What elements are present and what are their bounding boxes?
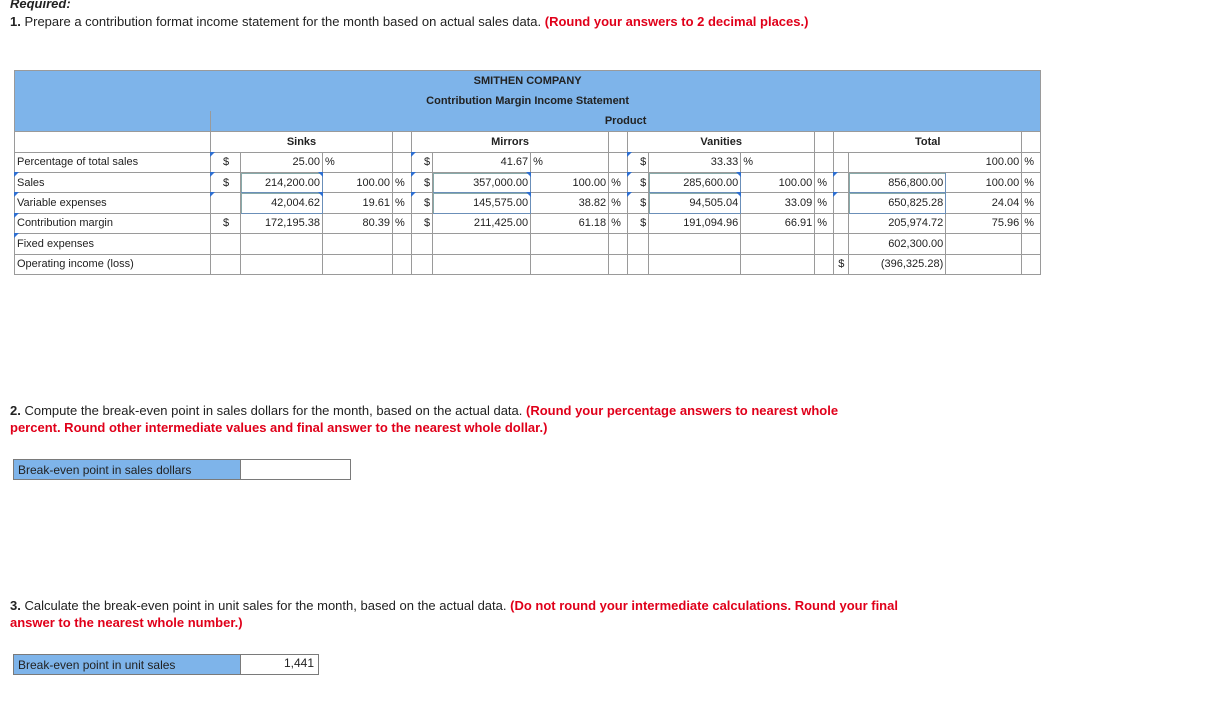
currency-sign bbox=[834, 152, 849, 172]
empty-cell bbox=[241, 254, 323, 274]
empty-cell bbox=[609, 254, 628, 274]
currency-sign: $ bbox=[628, 152, 649, 172]
required-heading: Required: bbox=[10, 0, 71, 11]
row-label[interactable]: Fixed expenses bbox=[15, 234, 211, 254]
currency-sign: $ bbox=[628, 213, 649, 233]
column-header-spacer bbox=[609, 132, 628, 152]
currency-sign: $ bbox=[834, 254, 849, 274]
currency-sign: $ bbox=[412, 152, 433, 172]
vanities-variable-pct-input[interactable]: 33.09 bbox=[741, 193, 815, 213]
empty-cell bbox=[946, 254, 1022, 274]
empty-cell bbox=[211, 234, 241, 254]
question-3-hint: (Do not round your intermediate calculations. Round your final answer to the nearest whole number.) bbox=[10, 598, 898, 630]
empty-cell bbox=[323, 234, 393, 254]
pct-sign: % bbox=[815, 213, 834, 233]
pct-sign: % bbox=[1022, 172, 1041, 192]
empty-cell bbox=[323, 254, 393, 274]
column-header-blank bbox=[15, 132, 211, 152]
total-operating-income-input[interactable]: (396,325.28) bbox=[849, 254, 946, 274]
question-1-hint: (Round your answers to 2 decimal places.) bbox=[544, 14, 809, 29]
row-label[interactable]: Sales bbox=[15, 172, 211, 192]
currency-sign: $ bbox=[211, 152, 241, 172]
currency-sign: $ bbox=[628, 172, 649, 192]
empty-cell bbox=[628, 234, 649, 254]
row-label: Operating income (loss) bbox=[15, 254, 211, 274]
total-fixed-expenses-input[interactable]: 602,300.00 bbox=[849, 234, 946, 254]
vanities-pct-of-sales-input[interactable]: 33.33 bbox=[649, 152, 741, 172]
empty-cell bbox=[628, 254, 649, 274]
total-contribution-margin-input[interactable]: 205,974.72 bbox=[849, 213, 946, 233]
empty-cell bbox=[531, 254, 609, 274]
currency-sign bbox=[211, 193, 241, 213]
vanities-variable-expenses-input[interactable]: 94,505.04 bbox=[649, 193, 741, 213]
row-label[interactable]: Contribution margin bbox=[15, 213, 211, 233]
row-label: Percentage of total sales bbox=[15, 152, 211, 172]
spacer-cell bbox=[393, 152, 412, 172]
mirrors-variable-pct-input[interactable]: 38.82 bbox=[531, 193, 609, 213]
currency-sign bbox=[834, 172, 849, 192]
currency-sign: $ bbox=[211, 213, 241, 233]
pct-sign: % bbox=[1022, 213, 1041, 233]
pct-sign: % bbox=[531, 152, 609, 172]
total-pct-of-sales-input[interactable]: 100.00 bbox=[849, 152, 1022, 172]
vanities-sales-pct-input[interactable]: 100.00 bbox=[741, 172, 815, 192]
sinks-cm-pct-input[interactable]: 80.39 bbox=[323, 213, 393, 233]
question-1-text: Prepare a contribution format income statement for the month based on actual sales data. bbox=[20, 14, 545, 29]
table-row bbox=[15, 193, 1041, 213]
column-header-vanities: Vanities bbox=[628, 132, 815, 152]
break-even-units-input[interactable]: 1,441 bbox=[241, 654, 319, 675]
sinks-variable-expenses-input[interactable]: 42,004.62 bbox=[241, 193, 323, 213]
empty-cell bbox=[393, 254, 412, 274]
column-header-spacer bbox=[393, 132, 412, 152]
sinks-variable-pct-input[interactable]: 19.61 bbox=[323, 193, 393, 213]
empty-cell bbox=[649, 254, 741, 274]
mirrors-cm-pct-input[interactable]: 61.18 bbox=[531, 213, 609, 233]
table-row bbox=[15, 172, 1041, 192]
total-variable-pct-input[interactable]: 24.04 bbox=[946, 193, 1022, 213]
empty-cell bbox=[412, 234, 433, 254]
empty-cell bbox=[946, 234, 1022, 254]
total-variable-expenses-input[interactable]: 650,825.28 bbox=[849, 193, 946, 213]
empty-cell bbox=[741, 254, 815, 274]
empty-cell bbox=[815, 234, 834, 254]
pct-sign: % bbox=[1022, 152, 1041, 172]
break-even-sales-label: Break-even point in sales dollars bbox=[13, 459, 241, 480]
column-header-spacer bbox=[1022, 132, 1041, 152]
empty-cell bbox=[241, 234, 323, 254]
break-even-sales-input[interactable] bbox=[241, 459, 351, 480]
currency-sign: $ bbox=[412, 213, 433, 233]
income-statement-table bbox=[14, 70, 1041, 275]
break-even-units-row bbox=[13, 654, 319, 675]
currency-sign: $ bbox=[628, 193, 649, 213]
mirrors-sales-pct-input[interactable]: 100.00 bbox=[531, 172, 609, 192]
table-row bbox=[15, 234, 1041, 254]
empty-cell bbox=[649, 234, 741, 254]
empty-cell bbox=[211, 254, 241, 274]
pct-sign: % bbox=[815, 193, 834, 213]
empty-cell bbox=[531, 234, 609, 254]
question-3 bbox=[10, 597, 910, 631]
spacer-cell bbox=[609, 152, 628, 172]
vanities-cm-pct-input[interactable]: 66.91 bbox=[741, 213, 815, 233]
product-header: Product bbox=[211, 111, 1041, 131]
pct-sign: % bbox=[741, 152, 815, 172]
question-2-hint: (Round your percentage answers to nearest whole percent. Round other intermediate values and final answer to the nearest whole dollar.) bbox=[10, 403, 839, 435]
vanities-contribution-margin-input[interactable]: 191,094.96 bbox=[649, 213, 741, 233]
empty-cell bbox=[433, 254, 531, 274]
pct-sign: % bbox=[393, 172, 412, 192]
pct-sign: % bbox=[609, 213, 628, 233]
row-label[interactable]: Variable expenses bbox=[15, 193, 211, 213]
empty-cell bbox=[433, 234, 531, 254]
empty-cell bbox=[815, 254, 834, 274]
company-name: SMITHEN COMPANY bbox=[15, 71, 1041, 91]
break-even-sales-row bbox=[13, 459, 351, 480]
column-header-sinks: Sinks bbox=[211, 132, 393, 152]
pct-sign: % bbox=[323, 152, 393, 172]
empty-cell bbox=[393, 234, 412, 254]
pct-sign: % bbox=[815, 172, 834, 192]
mirrors-sales-input[interactable]: 357,000.00 bbox=[433, 172, 531, 192]
currency-sign: $ bbox=[211, 172, 241, 192]
empty-cell bbox=[741, 234, 815, 254]
header-blank bbox=[15, 111, 211, 131]
total-sales-pct-input[interactable]: 100.00 bbox=[946, 172, 1022, 192]
vanities-sales-input[interactable]: 285,600.00 bbox=[649, 172, 741, 192]
total-cm-pct-input[interactable]: 75.96 bbox=[946, 213, 1022, 233]
empty-cell bbox=[834, 234, 849, 254]
pct-sign: % bbox=[609, 193, 628, 213]
pct-sign: % bbox=[393, 213, 412, 233]
mirrors-pct-of-sales-input[interactable]: 41.67 bbox=[433, 152, 531, 172]
table-row bbox=[15, 213, 1041, 233]
mirrors-contribution-margin-input[interactable]: 211,425.00 bbox=[433, 213, 531, 233]
table-row bbox=[15, 152, 1041, 172]
pct-sign: % bbox=[1022, 193, 1041, 213]
question-1-number: 1. bbox=[10, 14, 21, 29]
sinks-sales-pct-input[interactable]: 100.00 bbox=[323, 172, 393, 192]
column-header-mirrors: Mirrors bbox=[412, 132, 609, 152]
currency-sign: $ bbox=[412, 193, 433, 213]
question-2 bbox=[10, 402, 870, 436]
pct-sign: % bbox=[609, 172, 628, 192]
table-row bbox=[15, 254, 1041, 274]
spacer-cell bbox=[815, 152, 834, 172]
question-3-text: Calculate the break-even point in unit sales for the month, based on the actual data. bbox=[20, 598, 511, 613]
total-sales-input[interactable]: 856,800.00 bbox=[849, 172, 946, 192]
column-header-spacer bbox=[815, 132, 834, 152]
empty-cell bbox=[609, 234, 628, 254]
column-header-total: Total bbox=[834, 132, 1022, 152]
empty-cell bbox=[1022, 234, 1041, 254]
sinks-contribution-margin-input[interactable]: 172,195.38 bbox=[241, 213, 323, 233]
question-3-number: 3. bbox=[10, 598, 21, 613]
question-1 bbox=[10, 13, 890, 30]
break-even-units-label: Break-even point in unit sales bbox=[13, 654, 241, 675]
sinks-pct-of-sales-input[interactable]: 25.00 bbox=[241, 152, 323, 172]
empty-cell bbox=[412, 254, 433, 274]
currency-sign: $ bbox=[412, 172, 433, 192]
mirrors-variable-expenses-input[interactable]: 145,575.00 bbox=[433, 193, 531, 213]
question-2-text: Compute the break-even point in sales dollars for the month, based on the actual data. bbox=[20, 403, 526, 418]
currency-sign bbox=[834, 213, 849, 233]
question-2-number: 2. bbox=[10, 403, 21, 418]
currency-sign bbox=[834, 193, 849, 213]
sinks-sales-input[interactable]: 214,200.00 bbox=[241, 172, 323, 192]
pct-sign: % bbox=[393, 193, 412, 213]
empty-cell bbox=[1022, 254, 1041, 274]
statement-title: Contribution Margin Income Statement bbox=[15, 91, 1041, 111]
